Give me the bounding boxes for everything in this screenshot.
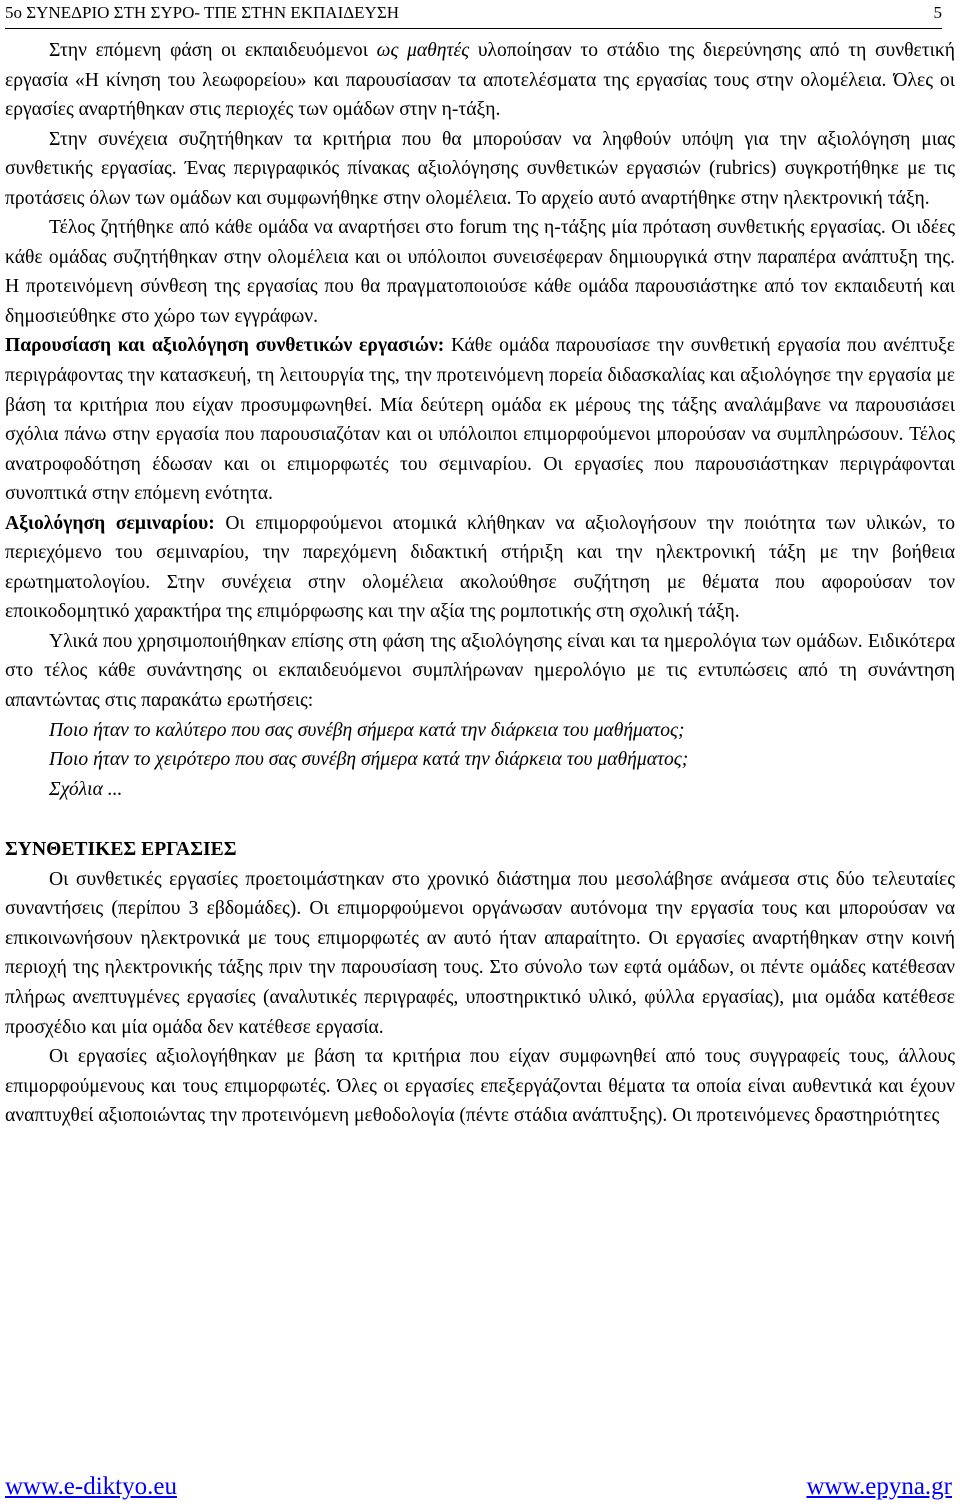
- paragraph-rubrics: Στην συνέχεια συζητήθηκαν τα κριτήρια που θα μπορούσαν να ληφθούν υπόψη για την αξιολόγηση μιας συνθετικής εργασίας. Ένας περιγραφικός πίνακας αξιολόγησης συνθετικών εργασιών (rubrics) συγκροτήθηκε με τις προτάσεις όλων των ομάδων και συμφωνήθηκε στην ολομέλεια. Το αρχείο αυτό αναρτήθηκε στην ηλεκτρονική τάξη.: [5, 128, 955, 209]
- paragraph-heading: Παρουσίαση και αξιολόγηση συνθετικών εργασιών:: [5, 335, 445, 357]
- paragraph-forum-proposal: Τέλος ζητήθηκε από κάθε ομάδα να αναρτήσει στο forum της η-τάξης μία πρόταση συνθετικής εργασίας. Οι ιδέες κάθε ομάδας συζητήθηκαν στην ολομέλεια και οι υπόλοιποι συνεισέφεραν δημιουργικά στην παραπέρα ανάπτυξη της. Η προτεινόμενη σύνθεση της εργασίας που θα πραγματοποιούσε κάθε ομάδα παρουσιάστηκε από τον εκπαιδευτή και δημοσιεύθηκε στο χώρο των εγγράφων.: [5, 217, 955, 327]
- diary-question-1: Ποιο ήταν το καλύτερο που σας συνέβη σήμερα κατά την διάρκεια του μαθήματος;: [49, 719, 685, 741]
- paragraph-text: Κάθε ομάδα παρουσίασε την συνθετική εργασία που ανέπτυξε περιγράφοντας την κατασκευή, τη λειτουργία της, την προτεινόμενη πορεία διδασκαλίας και αξιολόγησε την εργασία με βάση τα κριτήρια που είχαν προσυμφωνηθεί. Μία δεύτερη ομάδα εκ μέρους της τάξης αναλάμβανε να παρουσιάσει σχόλια πάνω στην εργασία που παρουσιαζόταν και οι υπόλοιποι επιμορφούμενοι μπορούσαν να συμπληρώσουν. Τέλος ανατροφοδότηση έδωσαν και οι επιμορφωτές του σεμιναρίου. Οι εργασίες που παρουσιάστηκαν περιγράφονται συνοπτικά στην επόμενη ενότητα.: [5, 335, 956, 505]
- paragraph-diaries: Υλικά που χρησιμοποιήθηκαν επίσης στη φάση της αξιολόγησης είναι και τα ημερολόγια των ομάδων. Ειδικότερα στο τέλος κάθε συνάντησης οι εκπαιδευόμενοι συμπλήρωναν ημερολόγιο με τις εντυπώσεις από τη συνάντηση απαντώντας στις παρακάτω ερωτήσεις:: [5, 630, 955, 712]
- paragraph-seminar-evaluation: [5, 509, 955, 627]
- page-header: [5, 2, 942, 29]
- paragraph-composite-tasks: Οι συνθετικές εργασίες προετοιμάστηκαν στο χρονικό διάστημα που μεσολάβησε ανάμεσα στις δύο τελευταίες συναντήσεις (περίπου 3 εβδομάδες). Οι επιμορφούμενοι οργάνωσαν αυτόνομα την εργασία τους και μπορούσαν να επικοινωνήσουν ηλεκτρονικά με τους επιμορφωτές αν αυτό ήταν απαραίτητο. Οι εργασίες αναρτήθηκαν στην κοινή περιοχή της ηλεκτρονικής τάξης πριν την παρουσίαση τους. Στο σύνολο των εφτά ομάδων, οι πέντε ομάδες κατέθεσαν πλήρως ανεπτυγμένες εργασίες (αναλυτικές περιγραφές, υποστηρικτικό υλικό, φύλλα εργασίας), μια ομάδα κατέθεσε προσχέδιο και μία ομάδα δεν κατέθεσε εργασία.: [5, 868, 955, 1038]
- paragraph-exploration-phase: [5, 36, 955, 125]
- page-number: 5: [933, 3, 942, 22]
- italic-phrase: ως μαθητές: [376, 40, 470, 61]
- paragraph-task-evaluation: Οι εργασίες αξιολογήθηκαν με βάση τα κριτήρια που είχαν συμφωνηθεί από τους συγγραφείς τους, άλλους επιμορφούμενους και τους επιμορφωτές. Όλες οι εργασίες επεξεργάζονται θέματα τα οποία είναι αυθεντικά και έχουν αναπτυχθεί αξιοποιώντας την προτεινόμενη μεθοδολογία (πέντε στάδια ανάπτυξης). Οι προτεινόμενες δραστηριότητες: [5, 1046, 955, 1127]
- section-title: ΣΥΝΘΕΤΙΚΕΣ ΕΡΓΑΣΙΕΣ: [5, 839, 237, 861]
- page-footer: [5, 1470, 952, 1504]
- diary-question-2: Ποιο ήταν το χειρότερο που σας συνέβη σήμερα κατά την διάρκεια του μαθήματος;: [49, 749, 689, 771]
- footer-link-e-diktyo[interactable]: www.e-diktyo.eu: [5, 1473, 177, 1500]
- paragraph-text: Στην επόμενη φάση οι εκπαιδευόμενοι: [49, 40, 377, 61]
- document-body: [5, 36, 955, 1131]
- paragraph-heading: Αξιολόγηση σεμιναρίου:: [5, 512, 215, 534]
- footer-link-epyna[interactable]: www.epyna.gr: [806, 1473, 952, 1500]
- paragraph-text: Οι επιμορφούμενοι ατομικά κλήθηκαν να αξιολογήσουν την ποιότητα των υλικών, το περιεχόμενο του σεμιναρίου, την παρεχόμενη διδακτική στήριξη και την ηλεκτρονική τάξη με την βοήθεια ερωτηματολογίου. Στην συνέχεια στην ολομέλεια ακολούθησε συζήτηση με θέματα που αφορούσαν τον εποικοδομητικό χαρακτήρα της επιμόρφωσης και την αξία της ρομποτικής στη σχολική τάξη.: [5, 512, 955, 623]
- paragraph-text: υλοποίησαν το στάδιο της διερεύνησης από τη συνθετική εργασία «Η κίνηση του λεωφορείου» και παρουσίασαν τα αποτελέσματα της εργασίας τους στην ολομέλεια. Όλες οι εργασίες αναρτήθηκαν στις περιοχές των ομάδων στην η-τάξη.: [5, 40, 955, 121]
- header-title: 5ο ΣΥΝΕΔΡΙΟ ΣΤΗ ΣΥΡΟ- ΤΠΕ ΣΤΗΝ ΕΚΠΑΙΔΕΥΣΗ: [5, 3, 399, 22]
- paragraph-presentation: [5, 331, 955, 508]
- diary-comments: Σχόλια ...: [49, 778, 123, 800]
